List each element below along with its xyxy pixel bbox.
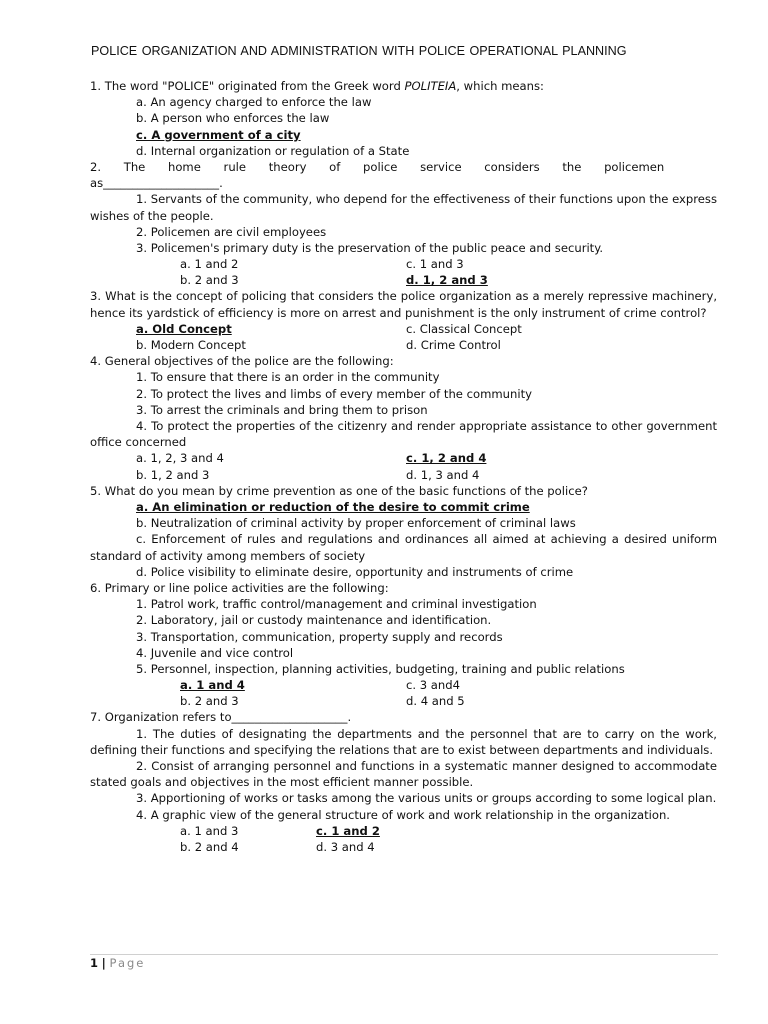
question-5-stem: 5. What do you mean by crime prevention as one of the basic functions of the police?: [90, 483, 588, 498]
question-4-option-b: b. 1, 2 and 3: [136, 467, 210, 482]
question-4-option-d: d. 1, 3 and 4: [406, 467, 480, 482]
question-6-option-c: c. 3 and4: [406, 678, 460, 693]
question-6-option-b: b. 2 and 3: [180, 694, 239, 709]
page-number: 1: [90, 956, 99, 970]
question-7-statement-4: 4. A graphic view of the general structure of work and work relationship in the organization.: [136, 807, 670, 822]
question-4-stem: 4. General objectives of the police are the following:: [90, 354, 394, 369]
question-7-stem: 7. Organization refers to____________________.: [90, 710, 352, 725]
question-3-answer: a. Old Concept: [136, 321, 232, 336]
question-6-statement-1: 1. Patrol work, traffic control/management and criminal investigation: [136, 597, 537, 612]
question-6-statement-5: 5. Personnel, inspection, planning activities, budgeting, training and public relations: [136, 661, 625, 676]
politeia-term: POLITEIA: [404, 79, 457, 93]
question-7-option-d: d. 3 and 4: [316, 840, 375, 855]
question-2-option-c: c. 1 and 3: [406, 257, 464, 272]
question-1-option-b: b. A person who enforces the law: [136, 111, 330, 126]
question-4-statement-4: 4. To protect the properties of the citizenry and render appropriate assistance to other government office concerned: [90, 419, 717, 450]
page-footer: [90, 956, 145, 970]
question-4-statement-3: 3. To arrest the criminals and bring them to prison: [136, 402, 428, 417]
question-2-stem: 2. The home rule theory of police service considers the policemen: [90, 159, 665, 174]
question-2-answer: d. 1, 2 and 3: [406, 273, 488, 288]
question-4-statement-2: 2. To protect the lives and limbs of every member of the community: [136, 386, 532, 401]
question-7-statement-1: 1. The duties of designating the departments and the personnel that are to carry on the work, defining their functions and specifying the relations that are to exist between departments and individuals.: [90, 726, 717, 757]
footer-divider: [90, 954, 718, 955]
question-6-stem: 6. Primary or line police activities are the following:: [90, 580, 389, 595]
question-7-option-a: a. 1 and 3: [180, 823, 239, 838]
question-3-option-c: c. Classical Concept: [406, 321, 522, 336]
question-3-stem: 3. What is the concept of policing that considers the police organization as a merely repressive machinery, hence its yardstick of efficiency is more on arrest and punishment is the only instrument of crime control?: [90, 289, 717, 320]
question-6-statement-4: 4. Juvenile and vice control: [136, 645, 294, 660]
question-3-option-d: d. Crime Control: [406, 338, 501, 353]
question-2-statement-3: 3. Policemen's primary duty is the preservation of the public peace and security.: [136, 240, 604, 255]
question-6-option-d: d. 4 and 5: [406, 694, 465, 709]
question-5-answer: a. An elimination or reduction of the desire to commit crime: [136, 499, 530, 514]
page-label: Page: [109, 956, 146, 970]
question-1-option-a: a. An agency charged to enforce the law: [136, 95, 372, 110]
question-4-option-a: a. 1, 2, 3 and 4: [136, 451, 224, 466]
document-body: [90, 78, 717, 855]
question-2-statement-2: 2. Policemen are civil employees: [136, 224, 327, 239]
question-1-option-d: d. Internal organization or regulation of a State: [136, 143, 410, 158]
question-7-statement-2: 2. Consist of arranging personnel and functions in a systematic manner designed to accommodate stated goals and objectives in the most efficient manner possible.: [90, 759, 717, 790]
question-6-answer: a. 1 and 4: [180, 678, 245, 693]
question-4-answer: c. 1, 2 and 4: [406, 451, 487, 466]
question-7-answer: c. 1 and 2: [316, 823, 380, 838]
question-6-statement-2: 2. Laboratory, jail or custody maintenance and identification.: [136, 613, 492, 628]
question-2-option-a: a. 1 and 2: [180, 257, 239, 272]
question-1-answer: c. A government of a city: [136, 127, 301, 142]
question-2-statement-1: 1. Servants of the community, who depend for the effectiveness of their functions upon the express wishes of the people.: [90, 192, 717, 223]
question-7-option-b: b. 2 and 4: [180, 840, 239, 855]
question-1-stem: 1. The word "POLICE" originated from the Greek word POLITEIA, which means:: [90, 79, 544, 93]
footer-separator: |: [101, 956, 106, 970]
question-2-option-b: b. 2 and 3: [180, 273, 239, 288]
question-7-statement-3: 3. Apportioning of works or tasks among the various units or groups according to some logical plan.: [136, 791, 717, 806]
question-5-option-c: c. Enforcement of rules and regulations and ordinances all aimed at achieving a desired uniform standard of activity among members of society: [90, 532, 717, 563]
question-6-statement-3: 3. Transportation, communication, property supply and records: [136, 629, 503, 644]
document-title: POLICE ORGANIZATION AND ADMINISTRATION WITH POLICE OPERATIONAL PLANNING: [91, 44, 627, 58]
question-3-option-b: b. Modern Concept: [136, 338, 246, 353]
question-5-option-d: d. Police visibility to eliminate desire, opportunity and instruments of crime: [136, 564, 574, 579]
question-5-option-b: b. Neutralization of criminal activity by proper enforcement of criminal laws: [136, 516, 576, 531]
question-2-stem-cont: as____________________.: [90, 176, 223, 191]
question-4-statement-1: 1. To ensure that there is an order in the community: [136, 370, 440, 385]
